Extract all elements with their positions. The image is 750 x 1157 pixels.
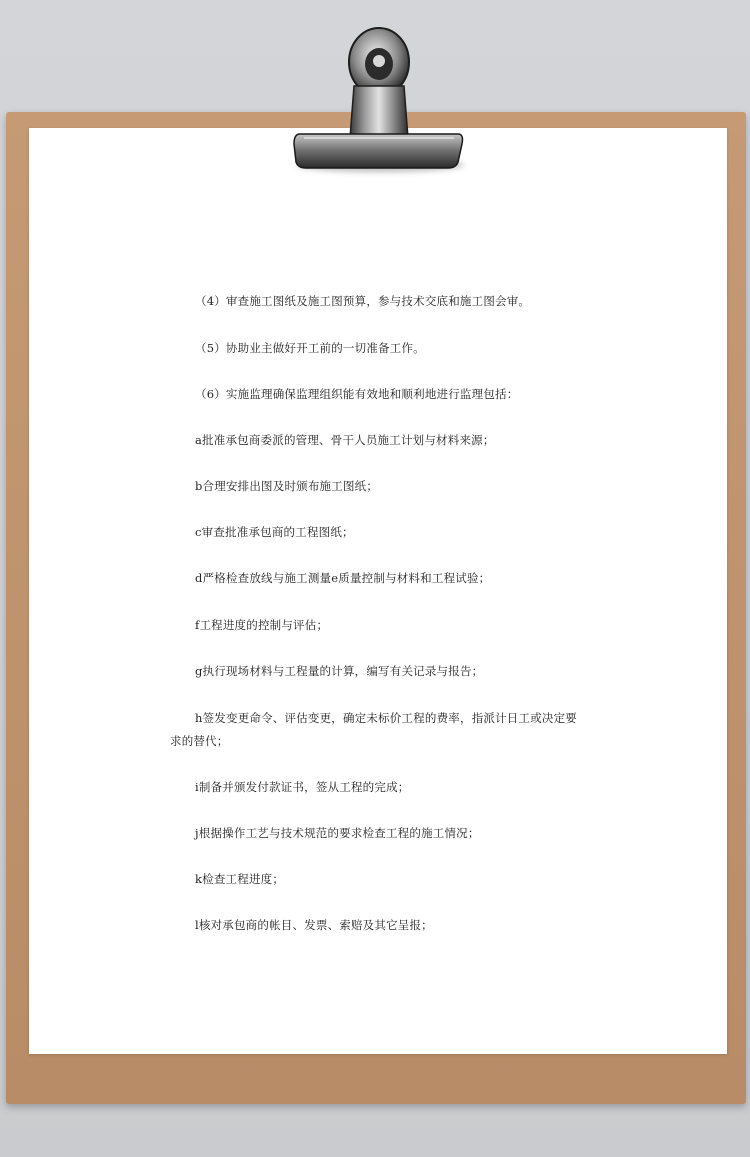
line-5: （5）协助业主做好开工前的一切准备工作。: [195, 341, 425, 355]
line-h-cont: 求的替代；: [170, 734, 229, 748]
line-i: i制备并颁发付款证书，签从工程的完成；: [195, 780, 410, 794]
line-c: c审查批准承包商的工程图纸；: [195, 525, 354, 539]
line-h: h签发变更命令、评估变更，确定未标价工程的费率，指派计日工或决定要: [195, 711, 578, 725]
line-l: l核对承包商的帐目、发票、索赔及其它呈报；: [195, 918, 433, 932]
line-6: （6）实施监理确保监理组织能有效地和顺利地进行监理包括：: [195, 387, 519, 401]
line-a: a批准承包商委派的管理、骨干人员施工计划与材料来源；: [195, 433, 495, 447]
line-b: b合理安排出图及时颁布施工图纸；: [195, 479, 379, 493]
line-g: g执行现场材料与工程量的计算，编写有关记录与报告；: [195, 664, 484, 678]
line-f: f工程进度的控制与评估；: [195, 618, 329, 632]
line-j: j根据操作工艺与技术规范的要求检查工程的施工情况；: [195, 826, 480, 840]
line-4: （4）审查施工图纸及施工图预算，参与技术交底和施工图会审。: [195, 294, 531, 308]
line-d: d严格检查放线与施工测量e质量控制与材料和工程试验；: [195, 571, 491, 585]
line-k: k检查工程进度；: [195, 872, 285, 886]
